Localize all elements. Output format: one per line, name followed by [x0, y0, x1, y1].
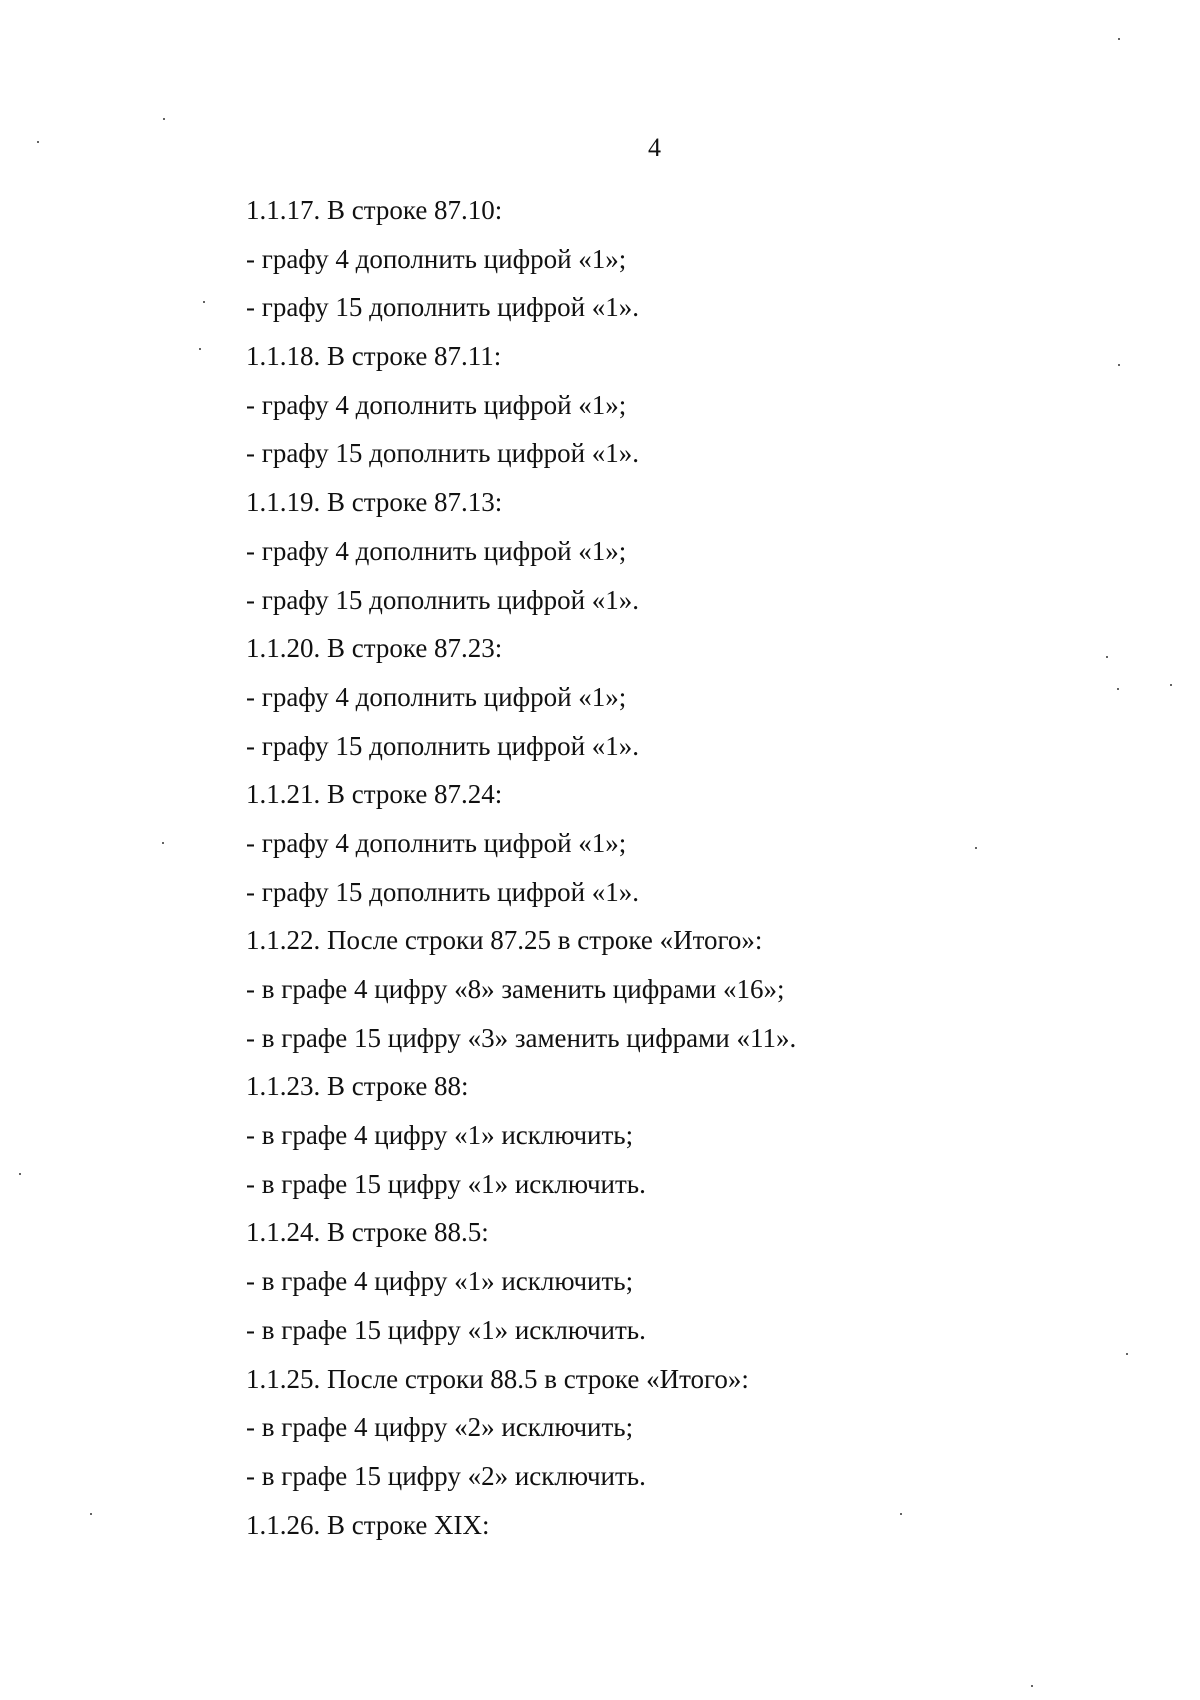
list-item: - графу 15 дополнить цифрой «1».	[246, 876, 640, 907]
section-heading: 1.1.24. В строке 88.5:	[246, 1217, 489, 1248]
list-item: - в графе 15 цифру «2» исключить.	[246, 1460, 646, 1491]
scan-speck	[37, 141, 39, 143]
section-heading: 1.1.26. В строке XIX:	[246, 1509, 490, 1540]
scan-speck	[1118, 364, 1120, 366]
section-heading: 1.1.21. В строке 87.24:	[246, 779, 503, 810]
scan-speck	[203, 301, 205, 303]
section-heading: 1.1.23. В строке 88:	[246, 1071, 469, 1102]
scan-speck	[90, 1513, 92, 1515]
list-item: - в графе 15 цифру «1» исключить.	[246, 1314, 646, 1345]
scan-speck	[900, 1513, 902, 1515]
section-heading: 1.1.19. В строке 87.13:	[246, 487, 503, 518]
list-item: - графу 15 дополнить цифрой «1».	[246, 584, 640, 615]
scan-speck	[1170, 684, 1172, 686]
list-item: - графу 15 дополнить цифрой «1».	[246, 438, 640, 469]
scan-speck	[199, 348, 201, 350]
section-heading: 1.1.17. В строке 87.10:	[246, 195, 503, 225]
scan-speck	[162, 842, 164, 844]
scan-speck	[163, 118, 165, 120]
section-heading: 1.1.18. В строке 87.11:	[246, 341, 502, 372]
page-number: 4	[648, 133, 661, 162]
section-heading: 1.1.25. После строки 88.5 в строке «Итого»:	[246, 1363, 749, 1394]
list-item: - графу 4 дополнить цифрой «1»;	[246, 681, 627, 712]
section-heading: 1.1.22. После строки 87.25 в строке «Итого»:	[246, 925, 763, 956]
scan-speck	[975, 847, 977, 849]
list-item: - графу 4 дополнить цифрой «1»;	[246, 535, 627, 566]
scan-speck	[1126, 1353, 1128, 1355]
list-item: - графу 15 дополнить цифрой «1».	[246, 292, 640, 323]
scan-speck	[1117, 688, 1119, 690]
scan-speck	[1106, 656, 1108, 658]
list-item: - графу 4 дополнить цифрой «1»;	[246, 389, 627, 420]
list-item: - графу 4 дополнить цифрой «1»;	[246, 827, 627, 858]
scan-speck	[19, 1173, 21, 1175]
list-item: - в графе 15 цифру «3» заменить цифрами «11».	[246, 1022, 797, 1053]
list-item: - в графе 4 цифру «1» исключить;	[246, 1266, 634, 1297]
list-item: - в графе 4 цифру «1» исключить;	[246, 1120, 634, 1151]
list-item: - в графе 4 цифру «2» исключить;	[246, 1412, 634, 1443]
list-item: - графу 4 дополнить цифрой «1»;	[246, 243, 627, 274]
scan-speck	[1031, 1685, 1033, 1687]
list-item: - в графе 4 цифру «8» заменить цифрами «16»;	[246, 974, 785, 1004]
scan-speck	[1118, 38, 1120, 40]
section-heading: 1.1.20. В строке 87.23:	[246, 633, 503, 664]
document-body	[246, 186, 1146, 1549]
list-item: - в графе 15 цифру «1» исключить.	[246, 1168, 646, 1199]
list-item: - графу 15 дополнить цифрой «1».	[246, 730, 640, 761]
